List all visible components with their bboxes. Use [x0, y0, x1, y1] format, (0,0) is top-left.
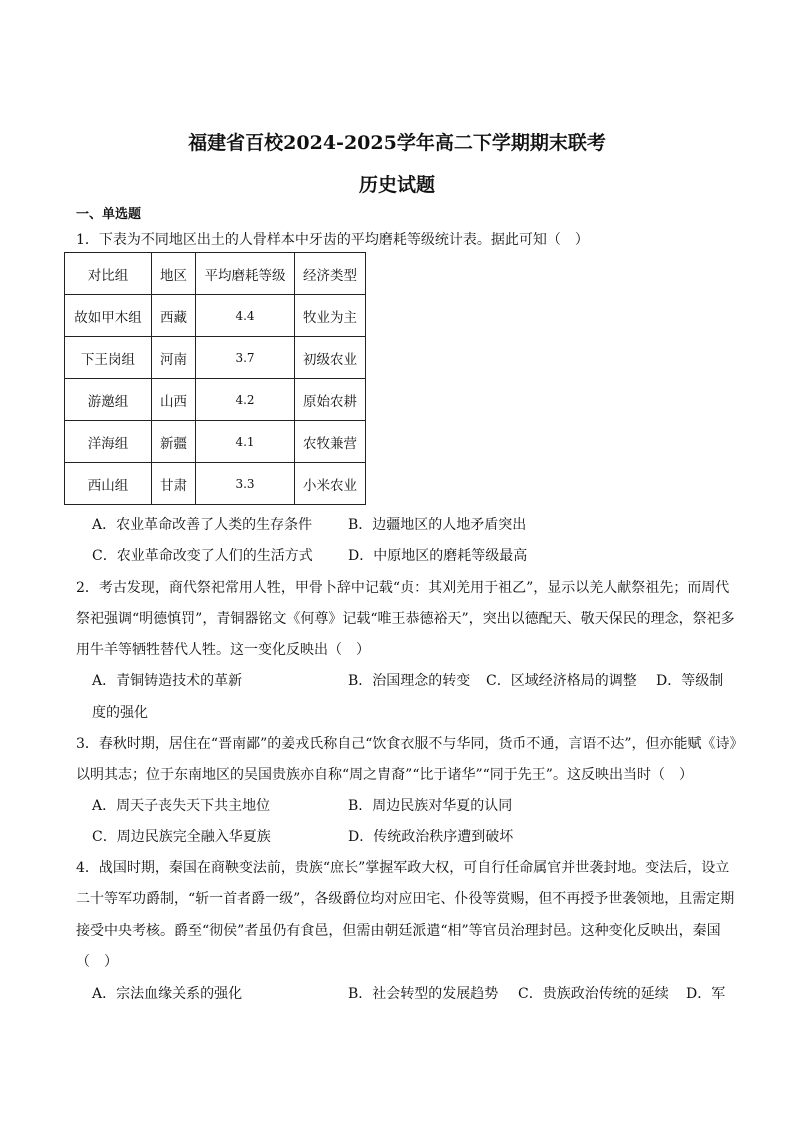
q3-stem-line1: 3．春秋时期，居住在“晋南鄙”的姜戎氏称自己“饮食衣服不与华同，货币不通，言语不达”，但亦能赋《诗》 — [76, 736, 744, 752]
q2-option-d[interactable]: D．等级制 — [656, 673, 724, 689]
table-cell: 新疆 — [152, 421, 196, 463]
table-cell: 西藏 — [152, 295, 196, 337]
q2-option-b[interactable]: B．治国理念的转变 — [348, 673, 471, 689]
q4-stem-line1: 4．战国时期，秦国在商鞅变法前，贵族“庶长”掌握军政大权，可自行任命属官并世袭封地。变法后，设立 — [76, 860, 730, 876]
q2-option-d-continued: 度的强化 — [92, 705, 148, 721]
q4-option-a[interactable]: A．宗法血缘关系的强化 — [92, 986, 243, 1002]
table-cell: 3.3 — [196, 463, 295, 505]
q4-option-c[interactable]: C．贵族政治传统的延续 — [518, 986, 669, 1002]
table-cell: 3.7 — [196, 337, 295, 379]
q1-option-b[interactable]: B．边疆地区的人地矛盾突出 — [348, 517, 527, 533]
table-cell: 小米农业 — [295, 463, 366, 505]
table-cell: 西山组 — [65, 463, 152, 505]
q4-option-b[interactable]: B．社会转型的发展趋势 — [348, 986, 499, 1002]
table-cell: 河南 — [152, 337, 196, 379]
page-subtitle: 历史试题 — [358, 174, 435, 196]
table-cell: 4.1 — [196, 421, 295, 463]
table-cell: 初级农业 — [295, 337, 366, 379]
table-row — [65, 421, 366, 463]
table-cell: 4.2 — [196, 379, 295, 421]
table-cell: 下王岗组 — [65, 337, 152, 379]
q2-option-c[interactable]: C．区域经济格局的调整 — [486, 673, 637, 689]
table-row — [65, 379, 366, 421]
q2-stem-line1: 2．考古发现，商代祭祀常用人牲，甲骨卜辞中记载“贞：其刈羌用于祖乙”，显示以羌人献祭祖先；而周代 — [76, 580, 730, 596]
q2-stem-line2: 祭祀强调“明德慎罚”，青铜器铭文《何尊》记载“唯王恭德裕天”，突出以德配天、敬天保民的理念，祭祀多 — [76, 611, 735, 627]
table-cell: 农牧兼营 — [295, 421, 366, 463]
q3-option-c[interactable]: C．周边民族完全融入华夏族 — [92, 829, 271, 845]
q1-option-a[interactable]: A．农业革命改善了人类的生存条件 — [92, 517, 313, 533]
q4-stem-line2: 二十等军功爵制，“斩一首者爵一级”，各级爵位均对应田宅、仆役等赏赐，但不再授予世袭领地，且需定期 — [76, 891, 735, 907]
q1-stem: 1．下表为不同地区出土的人骨样本中牙齿的平均磨耗等级统计表。据此可知（ ） — [76, 232, 589, 248]
table-header-row — [65, 253, 366, 295]
q4-stem-line3: 接受中央考核。爵至“彻侯”者虽仍有食邑，但需由朝廷派遣“相”等官员治理封邑。这种变化反映出，秦国 — [76, 923, 721, 939]
q3-option-a[interactable]: A．周天子丧失天下共主地位 — [92, 798, 271, 814]
table-cell: 牧业为主 — [295, 295, 366, 337]
q3-option-b[interactable]: B．周边民族对华夏的认同 — [348, 798, 513, 814]
page-title: 福建省百校2024-2025学年高二下学期期末联考 — [188, 132, 606, 154]
q2-stem-line3: 用牛羊等牺牲替代人牲。这一变化反映出（ ） — [76, 642, 370, 658]
q1-option-c[interactable]: C．农业革命改变了人们的生活方式 — [92, 548, 313, 564]
q2-option-a[interactable]: A．青铜铸造技术的革新 — [92, 673, 243, 689]
table-cell: 原始农耕 — [295, 379, 366, 421]
wear-grade-table — [64, 252, 366, 505]
section-heading: 一、单选题 — [76, 207, 142, 222]
q3-stem-line2: 以明其志；位于东南地区的吴国贵族亦自称“周之胄裔”“比于诸华”“同于先王”。这反映出当时（ ） — [76, 767, 693, 783]
table-row — [65, 463, 366, 505]
q4-option-d[interactable]: D．军 — [686, 986, 726, 1002]
table-header-cell: 对比组 — [65, 253, 152, 295]
table-header-cell: 地区 — [152, 253, 196, 295]
table-cell: 4.4 — [196, 295, 295, 337]
table-cell: 洋海组 — [65, 421, 152, 463]
table-cell: 甘肃 — [152, 463, 196, 505]
q4-stem-line4: （ ） — [76, 954, 118, 970]
table-header-cell: 经济类型 — [295, 253, 366, 295]
table-row — [65, 295, 366, 337]
q3-option-d[interactable]: D．传统政治秩序遭到破坏 — [348, 829, 514, 845]
q1-option-d[interactable]: D．中原地区的磨耗等级最高 — [348, 548, 528, 564]
table-cell: 山西 — [152, 379, 196, 421]
table-row — [65, 337, 366, 379]
table-cell: 故如甲木组 — [65, 295, 152, 337]
table-cell: 游邀组 — [65, 379, 152, 421]
table-header-cell: 平均磨耗等级 — [196, 253, 295, 295]
